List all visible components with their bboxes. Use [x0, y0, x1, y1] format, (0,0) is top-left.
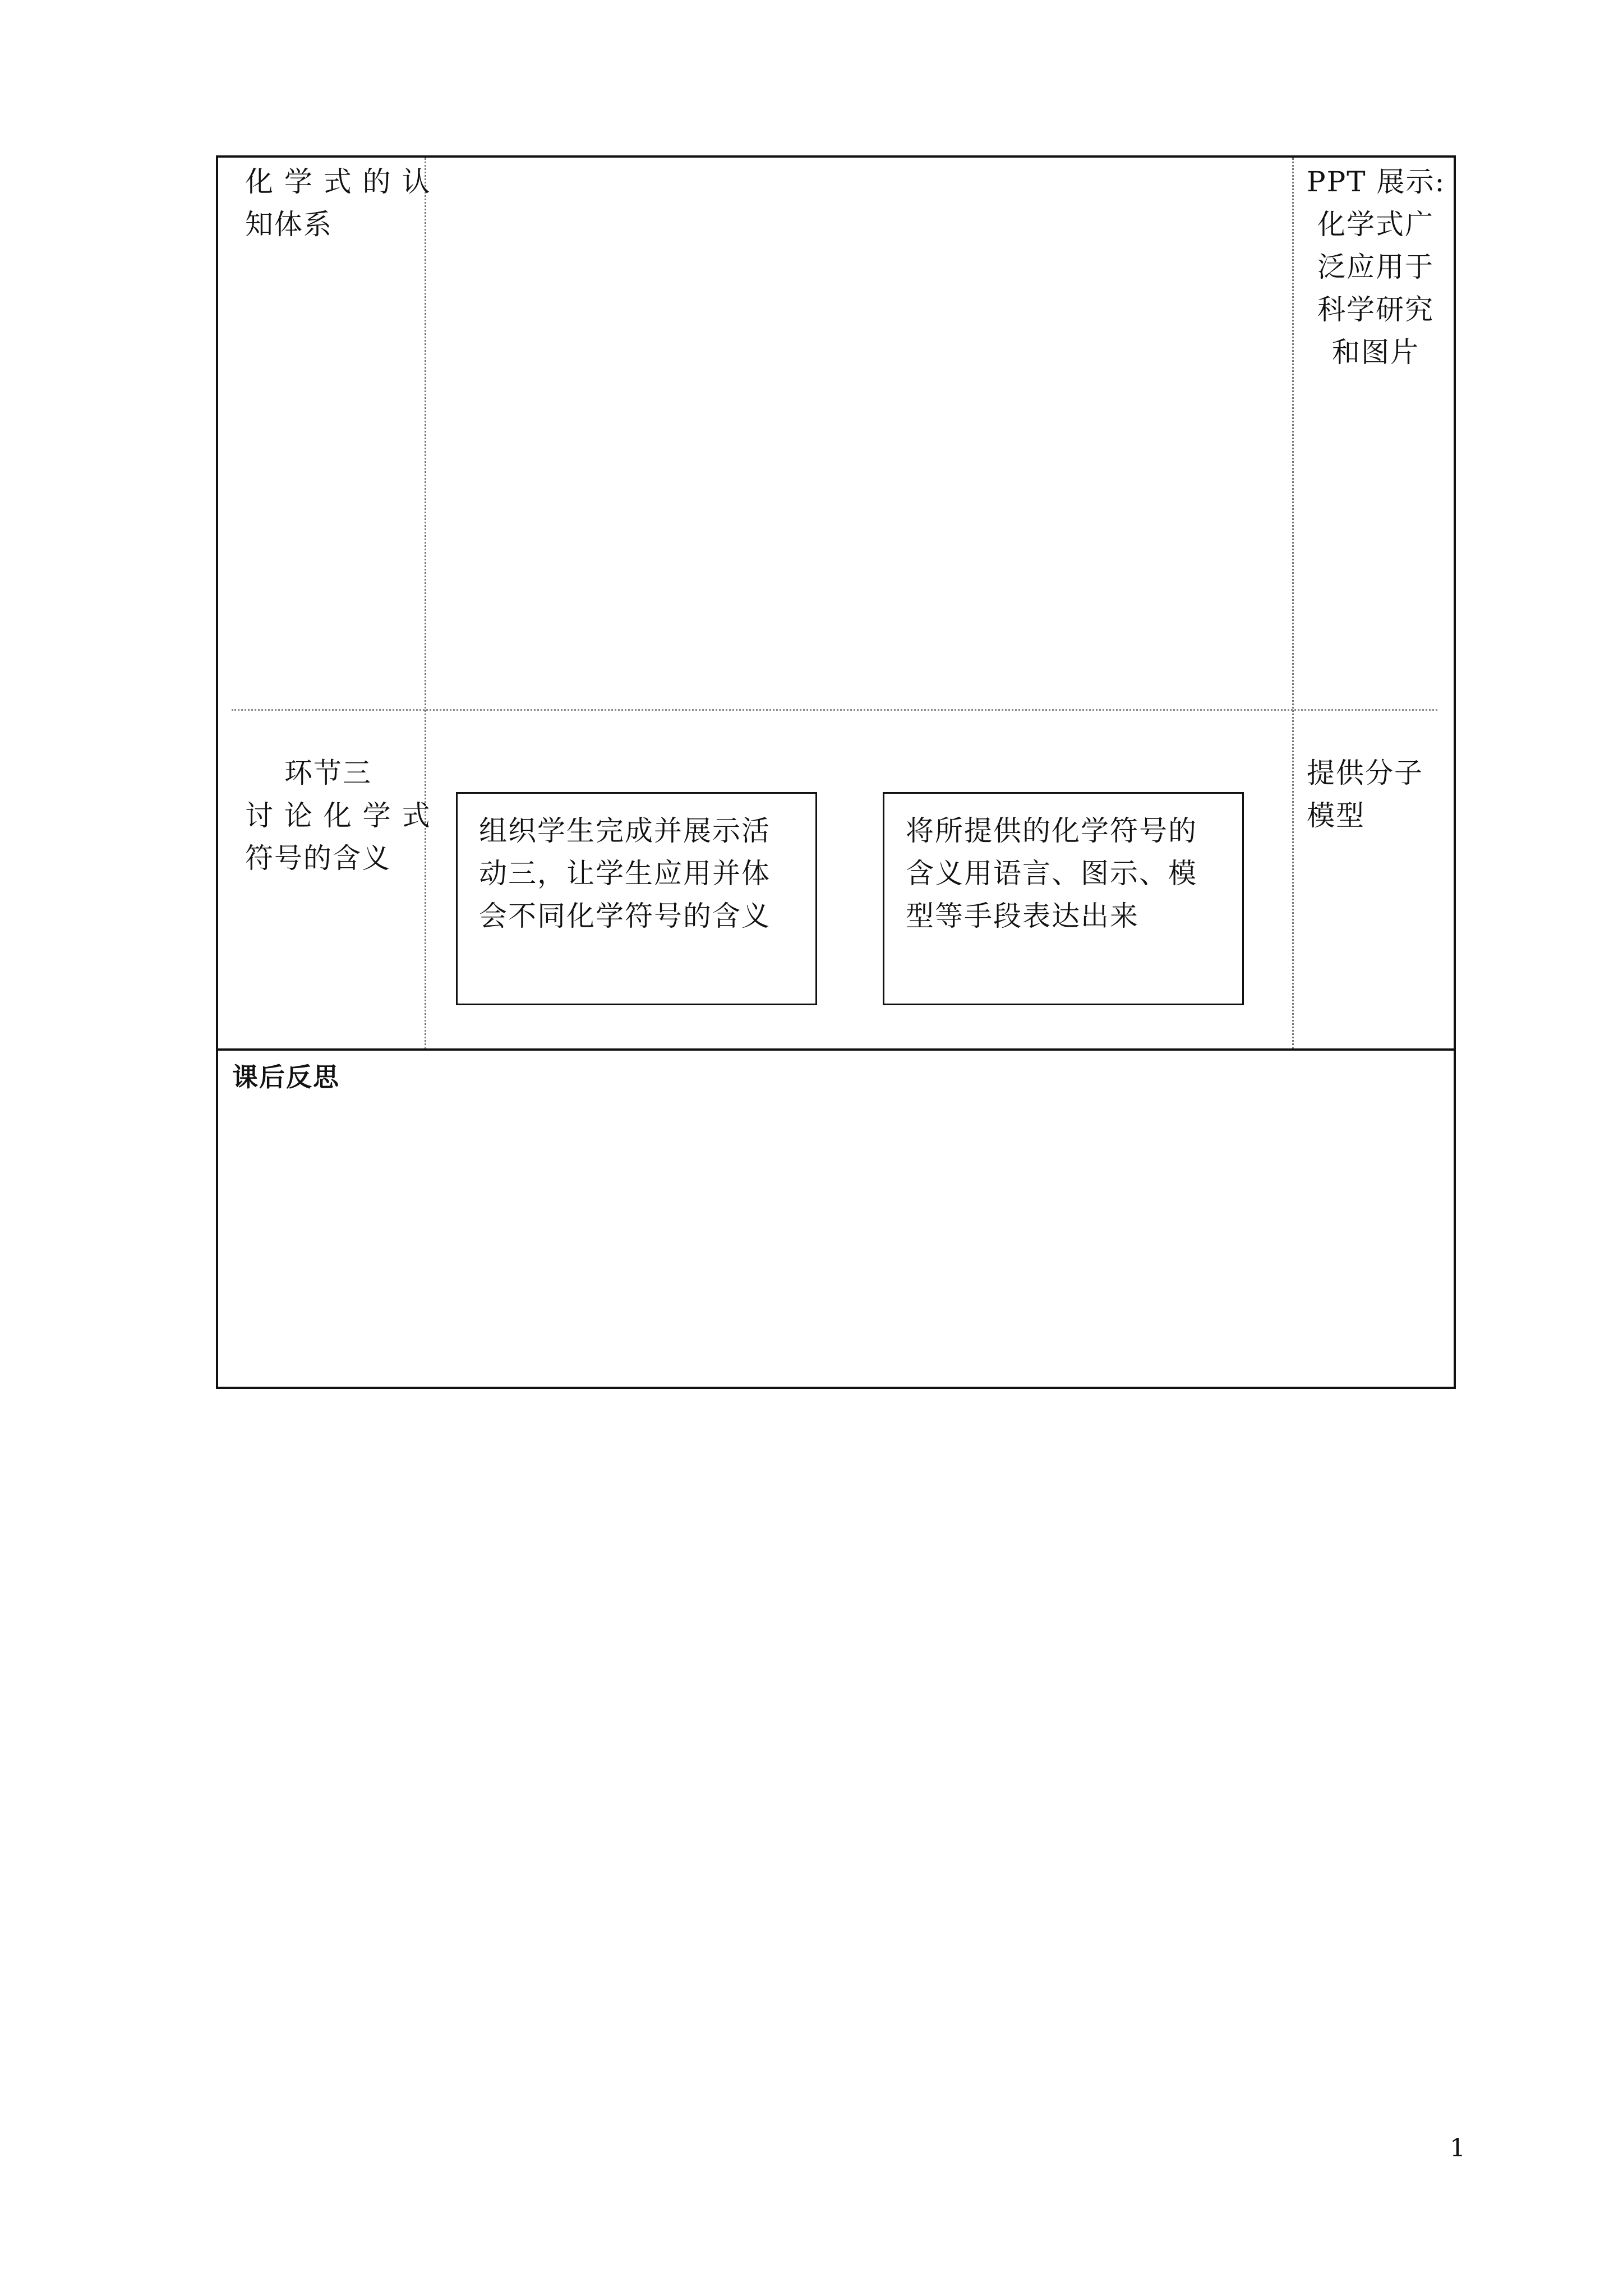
row1-media-line: 化学式广 [1317, 208, 1434, 241]
row1-stage-line: 知体系 [245, 208, 333, 241]
column-divider-left [425, 158, 426, 1050]
student-activity-text: 将所提供的化学符号的含义用语言、图示、模型等手段表达出来 [906, 815, 1197, 932]
row1-stage-cell [245, 160, 431, 246]
row2-stage-line: 环节三 [284, 757, 372, 789]
page-number: 1 [1450, 2134, 1465, 2162]
teacher-activity-box [456, 792, 817, 1005]
row2-media-line: 提供分子 [1307, 757, 1423, 789]
row1-media-cell [1300, 160, 1451, 374]
teacher-activity-text: 组织学生完成并展示活动三，让学生应用并体会不同化学符号的含义 [479, 815, 771, 932]
row1-media-line: 泛应用于 [1317, 251, 1434, 283]
row1-media-line: 科学研究 [1317, 293, 1434, 326]
reflection-label: 课后反思 [232, 1062, 340, 1092]
reflection-divider [218, 1048, 1454, 1051]
column-divider-right [1292, 158, 1294, 1050]
row2-stage-line: 讨 论 化 学 式 [245, 799, 431, 832]
row2-media-line: 模型 [1307, 799, 1365, 832]
row1-media-line: PPT 展示: [1307, 165, 1446, 198]
row-divider [232, 709, 1437, 711]
row1-media-line: 和图片 [1332, 336, 1419, 369]
row2-stage-cell [245, 752, 431, 880]
row2-media-cell [1307, 752, 1447, 837]
row2-stage-line: 符号的含义 [245, 842, 391, 875]
student-activity-box [883, 792, 1244, 1005]
row1-stage-line: 化 学 式 的 认 [245, 165, 431, 198]
